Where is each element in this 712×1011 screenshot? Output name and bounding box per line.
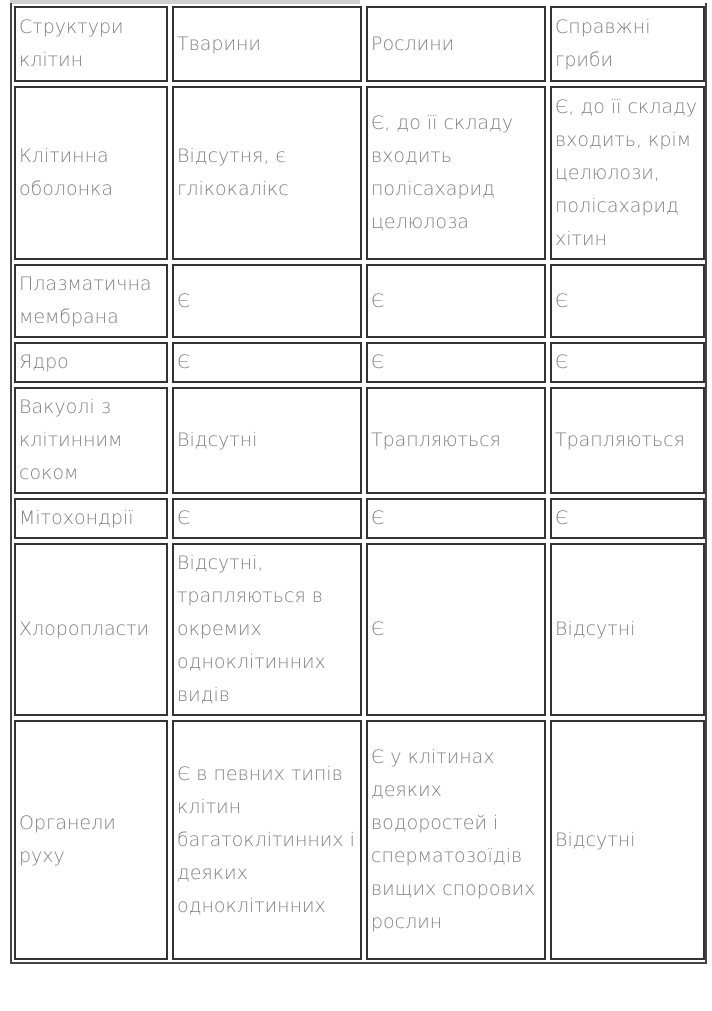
- table-header-row: [14, 6, 705, 82]
- table-cell: Відсутні: [172, 387, 362, 494]
- table-cell: Є, до її складу входить полісахарид целюлоза: [366, 86, 546, 260]
- row-label-cell: Хлоропласти: [14, 543, 168, 716]
- header-cell-structures: Структури клітин: [14, 6, 168, 82]
- table-row: [14, 342, 705, 383]
- table-row: [14, 387, 705, 494]
- table-cell: Є у клітинах деяких водоростей і сперматозоїдів вищих спорових рослин: [366, 720, 546, 960]
- cell-structures-table: [10, 2, 709, 964]
- row-label-cell: Плазматична мембрана: [14, 264, 168, 338]
- table-row: [14, 543, 705, 716]
- table-cell: Є: [172, 498, 362, 539]
- table-cell: Відсутня, є глікокалікс: [172, 86, 362, 260]
- table-row: [14, 86, 705, 260]
- header-cell-animals: Тварини: [172, 6, 362, 82]
- table-cell: Відсутні: [550, 720, 705, 960]
- table-cell: Є: [550, 498, 705, 539]
- header-cell-fungi: Справжні гриби: [550, 6, 705, 82]
- table-cell: Є: [172, 342, 362, 383]
- table-cell: Є в певних типів клітин багатоклітинних і деяких одноклітинних: [172, 720, 362, 960]
- table-row: [14, 264, 705, 338]
- table-cell: Є: [366, 498, 546, 539]
- table-cell: Є: [366, 543, 546, 716]
- table-cell: Є, до її складу входить, крім целюлози, полісахарид хітин: [550, 86, 705, 260]
- table-cell: Є: [172, 264, 362, 338]
- table-cell: Відсутні: [550, 543, 705, 716]
- header-cell-plants: Рослини: [366, 6, 546, 82]
- table-cell: Трапляються: [550, 387, 705, 494]
- table-cell: Є: [550, 264, 705, 338]
- table-cell: Трапляються: [366, 387, 546, 494]
- table-row: [14, 498, 705, 539]
- table-cell: Є: [550, 342, 705, 383]
- row-label-cell: Ядро: [14, 342, 168, 383]
- row-label-cell: Органели руху: [14, 720, 168, 960]
- row-label-cell: Вакуолі з клітинним соком: [14, 387, 168, 494]
- row-label-cell: Клітинна оболонка: [14, 86, 168, 260]
- table-cell: Відсутні, трапляються в окремих одноклітинних видів: [172, 543, 362, 716]
- row-label-cell: Мітохондрії: [14, 498, 168, 539]
- table-row: [14, 720, 705, 960]
- table-cell: Є: [366, 264, 546, 338]
- table-cell: Є: [366, 342, 546, 383]
